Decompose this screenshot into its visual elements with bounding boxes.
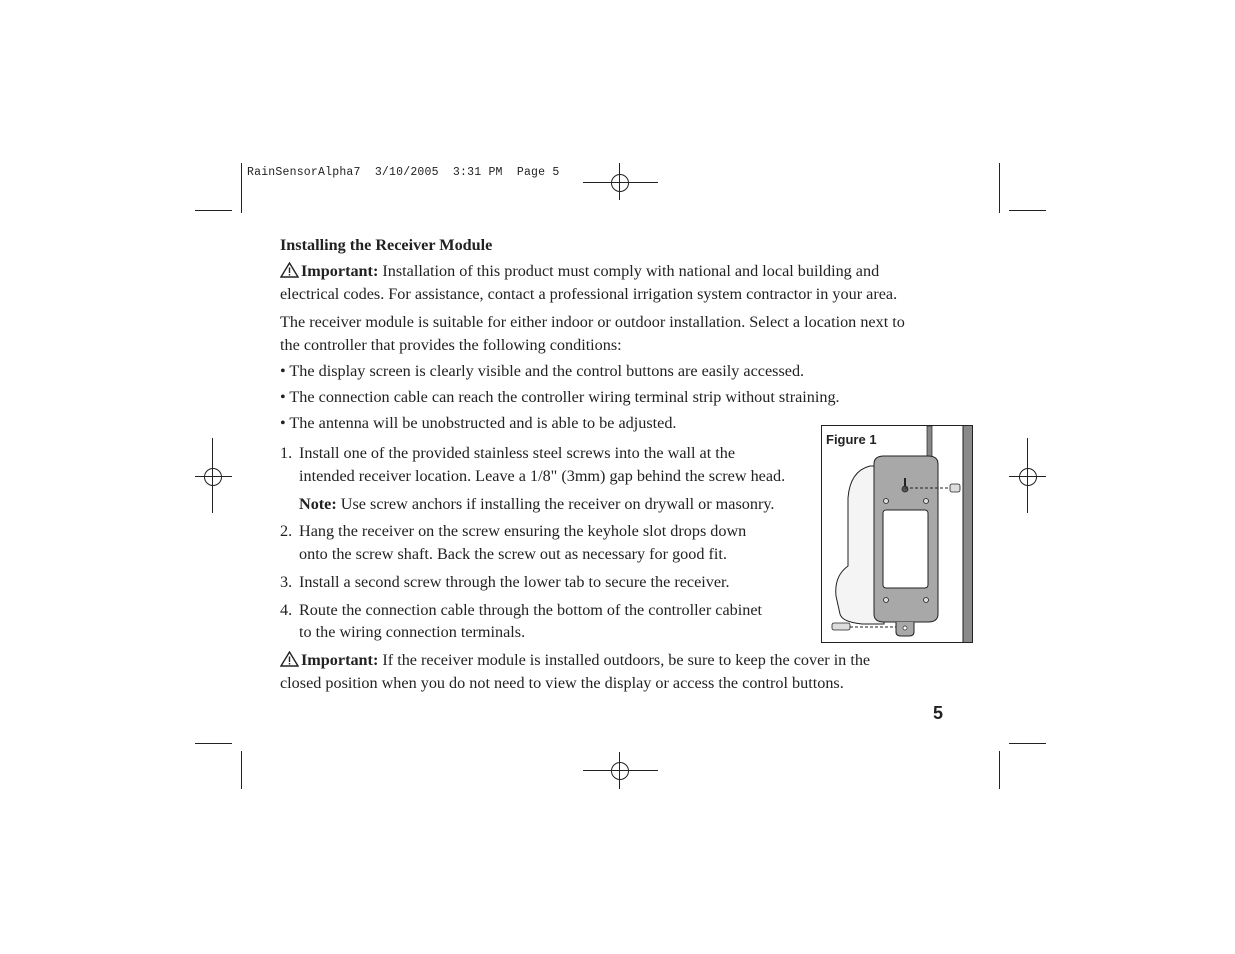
important-label: Important: bbox=[301, 262, 379, 280]
bullet-item: • The antenna will be unobstructed and is able to be adjusted. bbox=[280, 414, 677, 432]
section-heading: Installing the Receiver Module bbox=[280, 236, 493, 254]
bullet-item: • The display screen is clearly visible and the control buttons are easily accessed. bbox=[280, 362, 805, 380]
step-2-line2: onto the screw shaft. Back the screw out as necessary for good fit. bbox=[299, 545, 727, 563]
warning-icon bbox=[280, 262, 299, 278]
warning-icon bbox=[280, 651, 299, 667]
bullet-item: • The connection cable can reach the controller wiring terminal strip without straining. bbox=[280, 388, 840, 406]
step-2-line1: Hang the receiver on the screw ensuring the keyhole slot drops down bbox=[299, 522, 747, 540]
step-1-line2: intended receiver location. Leave a 1/8" (3mm) gap behind the screw head. bbox=[299, 467, 786, 485]
step-number: 2. bbox=[280, 522, 293, 540]
note bbox=[299, 493, 774, 516]
step-number: 4. bbox=[280, 601, 293, 619]
note-text: Use screw anchors if installing the receiver on drywall or masonry. bbox=[340, 495, 775, 513]
step-number: 3. bbox=[280, 573, 293, 591]
step-number: 1. bbox=[280, 444, 293, 462]
page-number: 5 bbox=[933, 703, 944, 723]
important-notice-2 bbox=[280, 649, 870, 672]
figure-label: Figure 1 bbox=[826, 432, 877, 447]
step-3-line1: Install a second screw through the lower tab to secure the receiver. bbox=[299, 573, 730, 591]
step-4-line1: Route the connection cable through the bottom of the controller cabinet bbox=[299, 601, 762, 619]
receiver-mounting-icon bbox=[822, 426, 972, 642]
intro-line2: the controller that provides the following conditions: bbox=[280, 336, 622, 354]
important-text-line2: closed position when you do not need to view the display or access the control buttons. bbox=[280, 674, 844, 692]
figure-1 bbox=[821, 425, 973, 643]
step-1-line1: Install one of the provided stainless steel screws into the wall at the bbox=[299, 444, 736, 462]
important-label: Important: bbox=[301, 651, 379, 669]
print-slug: RainSensorAlpha7 3/10/2005 3:31 PM Page 5 bbox=[247, 166, 560, 179]
note-label: Note: bbox=[299, 495, 337, 513]
important-text-line1: Installation of this product must comply with national and local building and bbox=[382, 262, 880, 280]
important-text-line1: If the receiver module is installed outdoors, be sure to keep the cover in the bbox=[382, 651, 871, 669]
step-4-line2: to the wiring connection terminals. bbox=[299, 623, 526, 641]
intro-line1: The receiver module is suitable for either indoor or outdoor installation. Select a location next to bbox=[280, 313, 905, 331]
important-notice-1 bbox=[280, 260, 879, 283]
important-text-line2: electrical codes. For assistance, contact a professional irrigation system contractor in your area. bbox=[280, 285, 898, 303]
